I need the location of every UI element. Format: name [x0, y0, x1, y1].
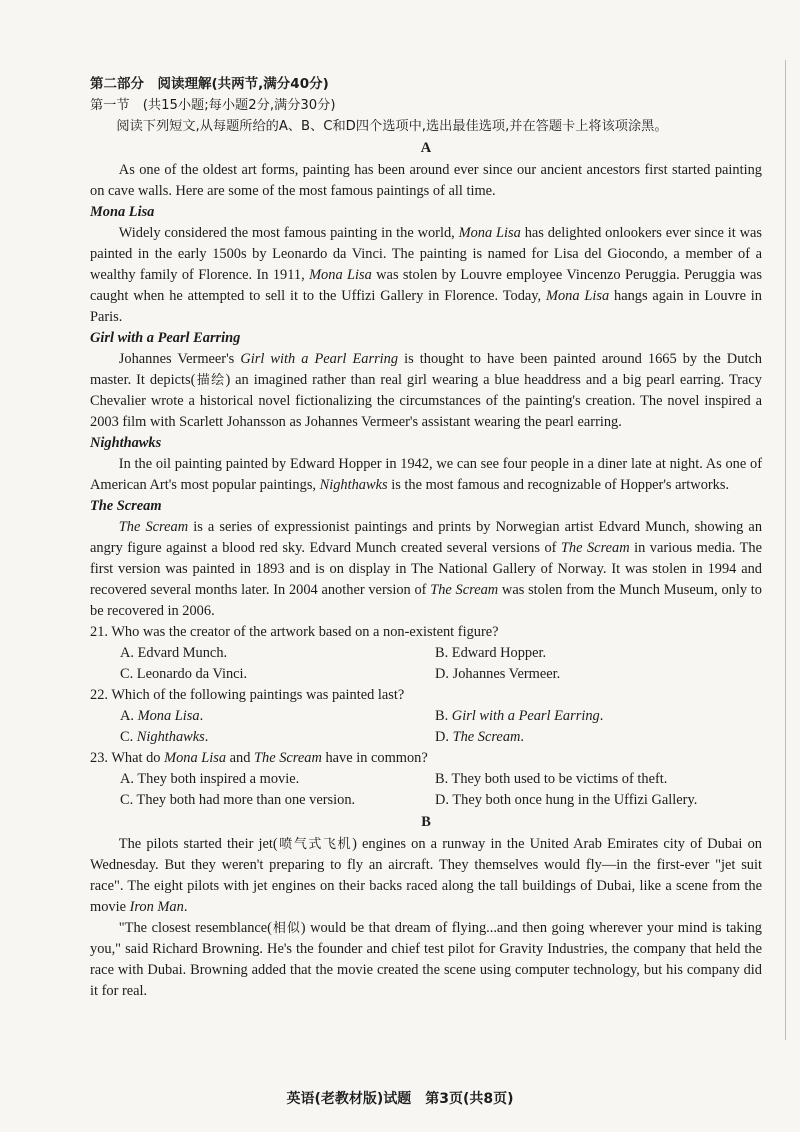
page-footer: 英语(老教材版)试题 第3页(共8页)	[286, 1091, 514, 1107]
passage-b-paragraph-1: The pilots started their jet(喷气式飞机) engines on a runway in the United Arab Emirates city of Dubai on Wednesday. But they weren't preparing to fly an aircraft. They themselves would fly—in the first-ever "jet suit race". The eight pilots with jet engines on their backs raced along the tall buildings of Dubai, like a scene from the movie Iron Man.	[90, 836, 762, 915]
heading-girl-pearl-earring: Girl with a Pearl Earring	[90, 330, 241, 346]
question-22-stem: 22. Which of the following paintings was painted last?	[90, 687, 405, 703]
q22-option-d: D. The Scream.	[435, 729, 525, 745]
q23-option-a: A. They both inspired a movie.	[120, 771, 300, 787]
subsection-title: 第一节 (共15小题;每小题2分,满分30分)	[90, 98, 336, 113]
paragraph-mona-lisa: Widely considered the most famous painting in the world, Mona Lisa has delighted onlookers ever since it was painted in the early 1500s by Leonardo da Vinci. The painting is named for Lisa del Giocondo, a member of a wealthy family of Florence. In 1911, Mona Lisa was stolen by Louvre employee Vincenzo Peruggia. Peruggia was caught when he attempted to sell it to the Uffizi Gallery in Florence. Today, Mona Lisa hangs again in Louvre in Paris.	[90, 225, 762, 325]
q23-option-d: D. They both once hung in the Uffizi Gallery.	[435, 792, 698, 808]
question-23-options	[90, 769, 762, 811]
section-title: 第二部分 阅读理解(共两节,满分40分)	[90, 76, 329, 92]
passage-a-intro: As one of the oldest art forms, painting has been around ever since our ancient ancestors first started painting on cave walls. Here are some of the most famous paintings of all time.	[90, 162, 762, 199]
heading-nighthawks: Nighthawks	[90, 435, 162, 451]
q22-option-c: C. Nighthawks.	[120, 729, 209, 745]
q23-option-c: C. They both had more than one version.	[120, 792, 356, 808]
q22-option-a: A. Mona Lisa.	[120, 708, 204, 724]
question-21-options	[90, 643, 762, 685]
passage-b-letter: B	[421, 814, 431, 830]
heading-the-scream: The Scream	[90, 498, 162, 514]
q22-option-b: B. Girl with a Pearl Earring.	[435, 708, 604, 724]
question-22-options	[90, 706, 762, 748]
q21-option-d: D. Johannes Vermeer.	[435, 666, 561, 682]
q21-option-a: A. Edvard Munch.	[120, 645, 228, 661]
paragraph-the-scream: The Scream is a series of expressionist paintings and prints by Norwegian artist Edvard Munch, showing an angry figure against a blood red sky. Edvard Munch created several versions of The Scream in various media. The first version was painted in 1893 and is on display in The National Gallery of Norway. It was stolen in 1994 and recovered several months later. In 2004 another version of The Scream was stolen from the Munch Museum, only to be recovered in 2006.	[90, 519, 763, 619]
paragraph-nighthawks: In the oil painting painted by Edward Hopper in 1942, we can see four people in a diner late at night. As one of American Art's most popular paintings, Nighthawks is the most famous and recognizable of Hopper's artworks.	[90, 456, 762, 493]
question-21-stem: 21. Who was the creator of the artwork based on a non-existent figure?	[90, 624, 499, 640]
question-23-stem: 23. What do Mona Lisa and The Scream have in common?	[90, 750, 428, 766]
passage-a-letter: A	[420, 140, 432, 156]
page-content	[90, 74, 762, 1002]
q23-option-b: B. They both used to be victims of theft.	[435, 771, 668, 787]
heading-mona-lisa: Mona Lisa	[90, 204, 155, 220]
q21-option-b: B. Edward Hopper.	[435, 645, 547, 661]
passage-b-paragraph-2: "The closest resemblance(相似) would be that dream of flying...and then going wherever your mind is taking you," said Richard Browning. He's the founder and chief test pilot for Gravity Industries, the company that held the race with Dubai. Browning added that the movie created the scene using computer technology, but his company did it for real.	[90, 920, 762, 999]
paragraph-girl-pearl-earring: Johannes Vermeer's Girl with a Pearl Earring is thought to have been painted around 1665 by the Dutch master. It depicts(描绘) an imagined rather than real girl wearing a blue headdress and a big pearl earring. Tracy Chevalier wrote a historical novel fictionalizing the circumstances of the painting's creation. The novel inspired a 2003 film with Scarlett Johansson as Johannes Vermeer's assistant wearing the pearl earring.	[90, 351, 762, 430]
q21-option-c: C. Leonardo da Vinci.	[120, 666, 248, 682]
instructions: 阅读下列短文,从每题所给的A、B、C和D四个选项中,选出最佳选项,并在答题卡上将该项涂黑。	[116, 119, 668, 134]
page-edge-line	[785, 60, 786, 1040]
